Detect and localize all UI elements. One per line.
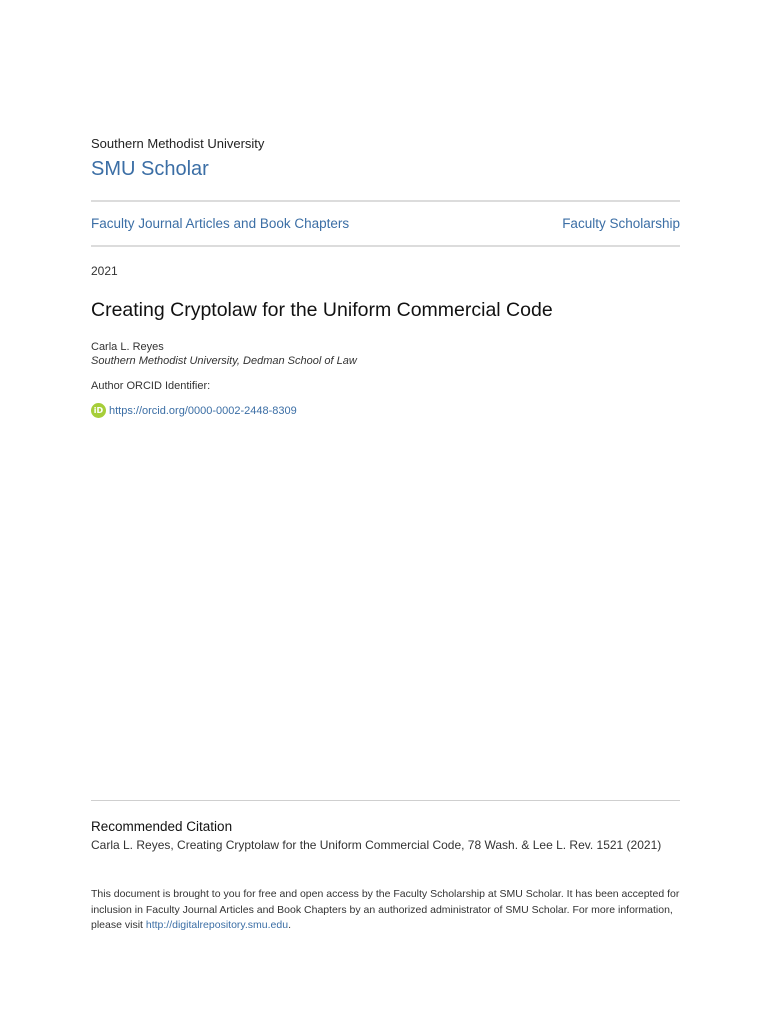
access-notice (91, 887, 681, 934)
citation-text: Carla L. Reyes, Creating Cryptolaw for the Uniform Commercial Code, 78 Wash. & Lee L. Rev. 1521 (2021) (91, 838, 662, 852)
divider-bottom (91, 245, 680, 247)
orcid-label: Author ORCID Identifier: (91, 380, 211, 392)
author-affiliation: Southern Methodist University, Dedman School of Law (91, 355, 357, 367)
article-title: Creating Cryptolaw for the Uniform Commercial Code (91, 299, 553, 321)
divider-citation (91, 800, 680, 801)
orcid-icon: iD (91, 403, 106, 418)
publication-year: 2021 (91, 264, 118, 278)
collection-link[interactable]: Faculty Journal Articles and Book Chapters (91, 216, 350, 231)
citation-heading: Recommended Citation (91, 819, 233, 834)
author-name: Carla L. Reyes (91, 341, 164, 353)
university-name: Southern Methodist University (91, 136, 265, 151)
orcid-row (91, 403, 297, 418)
orcid-link[interactable]: https://orcid.org/0000-0002-2448-8309 (109, 404, 297, 417)
notice-end: . (288, 919, 291, 931)
repository-url-link[interactable]: http://digitalrepository.smu.edu (145, 919, 289, 931)
faculty-scholarship-link[interactable]: Faculty Scholarship (562, 216, 680, 231)
repository-link[interactable]: SMU Scholar (91, 158, 209, 180)
notice-text: This document is brought to you for free and open access by the Faculty Scholarship at SMU Scholar. It has been accepted for inclusion in Faculty Journal Articles and Book Chapters by an authorized administrator of SMU Scholar. For more information, please visit (91, 888, 680, 931)
divider-top (91, 200, 680, 202)
